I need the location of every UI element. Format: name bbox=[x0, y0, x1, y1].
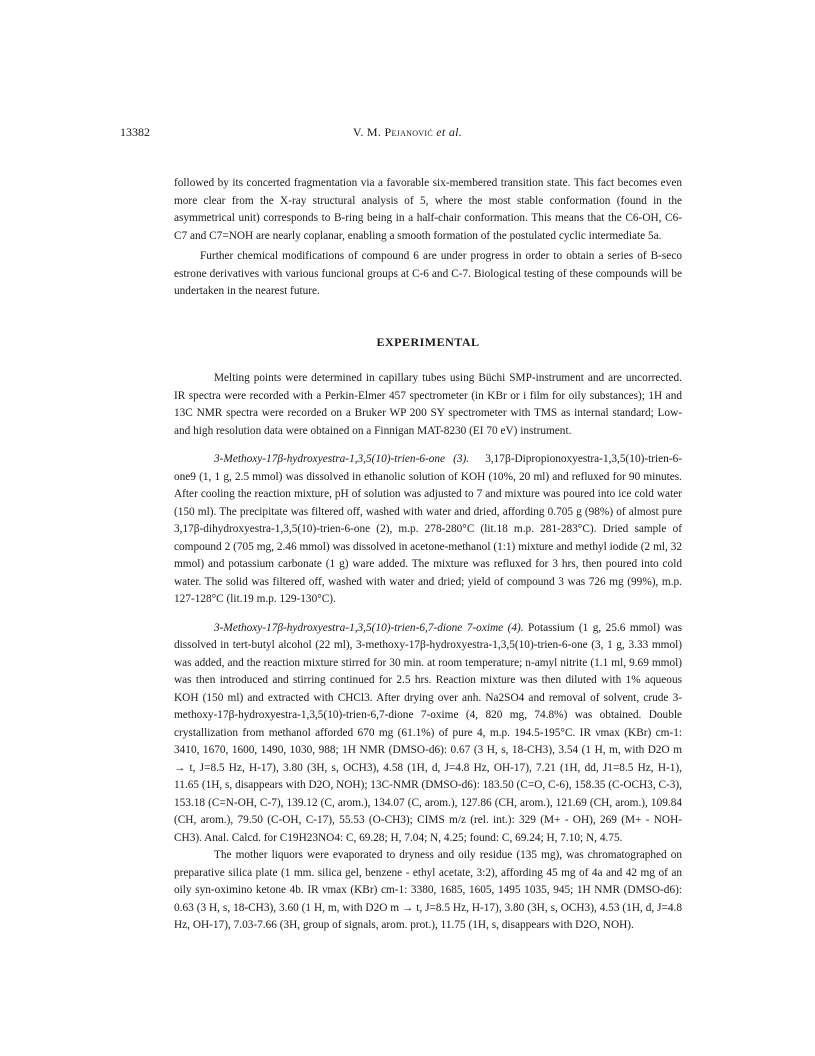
section-title-experimental: EXPERIMENTAL bbox=[376, 334, 480, 349]
running-head-et-al: et al. bbox=[436, 125, 463, 139]
mother-liquors-paragraph: The mother liquors were evaporated to dryness and oily residue (135 mg), was chromatographed on preparative silica plate (1 mm. silica gel, benzene - ethyl acetate, 3:2), affording 45 mg of 4a and 42 mg of an oily syn-oximino ketone 4b. IR νmax (KBr) cm-1: 3380, 1685, 1605, 1495 1035, 945; 1H NMR (DMSO-d6): 0.63 (3 H, s, 18-CH3), 3.60 (1 H, m, with D2O m → t, J=8.5 Hz, H-17), 3.80 (3H, s, OCH3), 4.53 (1H, d, J=4.8 Hz, OH-17), 7.03-7.66 (3H, group of signals, arom. prot.), 11.75 (1H, s, disappears with D2O, NOH). bbox=[174, 849, 682, 931]
compound-4-text: Potassium (1 g, 25.6 mmol) was dissolved in tert-butyl alcohol (22 ml), 3-methoxy-17β-hydroxyestra-1,3,5(10)-trien-6-one (3, 1 g, 3.33 mmol) was added, and the reaction mixture stirred for 30 min. at room temperature; n-amyl nitrite (1.1 ml, 9.69 mmol) was then introduced and stirring continued for 2.5 hrs. Reaction mixture was then diluted with 1% aqueous KOH (150 ml) and extracted with CHCl3. After drying over anh. Na2SO4 and removal of solvent, crude 3-methoxy-17β-hydroxyestra-1,3,5(10)-trien-6,7-dione 7-oxime (4, 820 mg, 74.8%) was obtained. Double crystallization from methanol afforded 670 mg (61.1%) of pure 4, m.p. 194.5-195°C. IR νmax (KBr) cm-1: 3410, 1670, 1600, 1490, 1030, 988; 1H NMR (DMSO-d6): 0.67 (3 H, s, 18-CH3), 3.54 (1 H, m, with D2O m → t, J=8.5 Hz, H-17), 3.80 (3H, s, OCH3), 4.58 (1H, d, J=4.8 Hz, OH-17), 7.21 (1H, dd, J1=8.5 Hz, H-1), 11.65 (1H, s, disappears with D2O, NOH); 13C-NMR (DMSO-d6): 183.50 (C=O, C-6), 158.35 (C-OCH3, C-3), 153.18 (C=N-OH, C-7), 139.12 (C, arom.), 134.07 (C, arom.), 127.86 (CH, arom.), 121.69 (CH, arom.), 109.84 (CH, arom.), 79.50 (C-OH, C-17), 55.53 (O-CH3); CIMS m/z (rel. int.): 329 (M+ - OH), 269 (M+ - NOH-CH3). Anal. Calcd. for C19H23NO4: C, 69.28; H, 7.04; N, 4.25; found: C, 69.24; H, 7.10; N, 4.75. bbox=[174, 621, 683, 844]
compound-3-text: 3,17β-Dipropionoxyestra-1,3,5(10)-trien-6-one9 (1, 1 g, 2.5 mmol) was dissolved in ethanolic solution of KOH (10%, 20 ml) and refluxed for 90 minutes. After cooling the reaction mixture, pH of solution was adjusted to 7 and mixture was poured into ice cold water (150 ml). The precipitate was filtered off, washed with water and dried, affording 0.705 g (98%) of almost pure 3,17β-dihydroxyestra-1,3,5(10)-trien-6-one (2), m.p. 278-280°C (lit.18 m.p. 281-283°C). Dried sample of compound 2 (705 mg, 2.46 mmol) was dissolved in acetone-methanol (1:1) mixture and methyl iodide (2 ml, 32 mmol) and potassium carbonate (1 g) ware added. The mixture was refluxed for 3 hrs, then poured into cold water. The solid was filtered off, washed with water and dried; yield of compound 3 was 726 mg (99%), m.p. 127-128°C (lit.19 m.p. 129-130°C). bbox=[174, 453, 682, 605]
page-header bbox=[0, 124, 815, 142]
page-number: 13382 bbox=[120, 125, 150, 139]
compound-3-title: 3-Methoxy-17β-hydroxyestra-1,3,5(10)-trien-6-one (3). bbox=[214, 453, 470, 465]
compound-4-title: 3-Methoxy-17β-hydroxyestra-1,3,5(10)-trien-6,7-dione 7-oxime (4). bbox=[214, 621, 524, 634]
running-head-author: V. M. Pejanović bbox=[352, 125, 433, 139]
intro-paragraph-1: followed by its concerted fragmentation via a favorable six-membered transition state. This fact becomes even more clear from the X-ray structural analysis of 5, where the most stable conformation (found in the asymmetrical unit) corresponds to B-ring being in a half-chair conformation. This means that the C6-OH, C6-C7 and C7=NOH are nearly coplanar, enabling a smooth formation of the postulated cyclic intermediate 5a. bbox=[174, 177, 682, 242]
experimental-general: Melting points were determined in capillary tubes using Büchi SMP-instrument and are uncorrected. IR spectra were recorded with a Perkin-Elmer 457 spectrometer (in KBr or i film for oily substances); 1H and 13C NMR spectra were recorded on a Bruker WP 200 SY spectrometer with TMS as internal standard; Low- and high resolution data were obtained on a Finnigan MAT-8230 (EI 70 eV) instrument. bbox=[174, 372, 682, 437]
running-head bbox=[0, 124, 815, 142]
article-body bbox=[174, 175, 682, 935]
intro-paragraph-2: Further chemical modifications of compound 6 are under progress in order to obtain a series of B-seco estrone derivatives with various funcional groups at C-6 and C-7. Biological testing of these compounds will be undertaken in the nearest future. bbox=[174, 250, 682, 297]
compound-4-procedure bbox=[174, 620, 682, 935]
compound-3-procedure bbox=[174, 451, 682, 609]
intro-section bbox=[174, 175, 682, 301]
